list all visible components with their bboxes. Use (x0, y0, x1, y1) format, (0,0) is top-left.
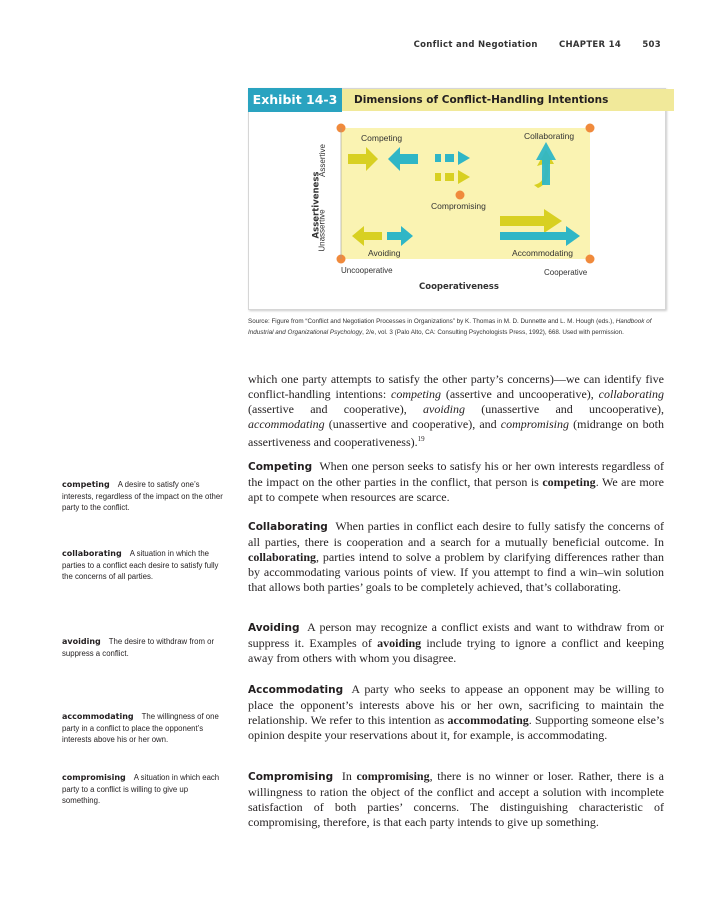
corner-dot-collaborating (586, 124, 595, 133)
center-dot-compromising (456, 191, 465, 200)
accommodating-yellow-arrow (500, 209, 562, 233)
label-collaborating: Collaborating (524, 131, 575, 141)
section-avoiding: Avoiding A person may recognize a conflict exists and want to withdraw from or suppress it. Examples of avoiding include trying to ignore a conflict and keeping away from others with whom you disagree. (248, 620, 664, 665)
heading-avoiding: Avoiding (248, 622, 300, 634)
margin-def-compromising: compromising A situation in which each party to a conflict is willing to give up something. (62, 773, 220, 805)
avoiding-yellow-arrow (352, 226, 382, 246)
header-page-number: 503 (642, 40, 661, 50)
header-chapter: CHAPTER 14 (558, 40, 622, 50)
heading-accommodating: Accommodating (248, 684, 344, 696)
label-compromising: Compromising (431, 201, 486, 211)
corner-dot-accommodating (586, 255, 595, 264)
exhibit-title: Dimensions of Conflict-Handling Intentions (342, 89, 674, 111)
margin-def-competing: competing A desire to satisfy one’s interests, regardless of the impact on the other party to the conflict. (62, 480, 223, 512)
heading-collaborating: Collaborating (248, 521, 328, 533)
heading-compromising: Compromising (248, 771, 334, 783)
y-axis-bottom-label: Unassertive (317, 208, 327, 252)
section-accommodating: Accommodating A party who seeks to appease an opponent may be willing to place the opponent’s interests above his or her own, sacrificing to maintain the relationship. We refer to this intention as accommodating. Supporting someone else’s opinion despite your reservations about it, for example, is accommodating. (248, 682, 664, 742)
running-header (396, 40, 661, 50)
margin-def-avoiding: avoiding The desire to withdraw from or suppress a conflict. (62, 637, 215, 658)
source-prefix: Source: Figure from “Conflict and Negotiation Processes in Organizations” by K. Thomas in M. D. Dunnette and L. M. Hough (eds.), (248, 318, 614, 325)
x-axis-right-label: Cooperative (544, 268, 588, 277)
intro-paragraph: which one party attempts to satisfy the other party’s concerns)—we can identify five conflict-handling intentions: competing (assertive and uncooperative), collaborating (assertive and cooperative), avoiding (unassertive and uncooperative), accommodating (unassertive and cooperative), and compromising (midrange on both assertiveness and cooperativeness).$^{19}$ (248, 372, 664, 449)
header-section: Conflict and Negotiation (413, 40, 538, 50)
margin-def-collaborating: collaborating A situation in which the parties to a conflict each desire to satisfy fully the concerns of all parties. (62, 549, 219, 581)
accommodating-teal-arrow (500, 226, 580, 246)
source-book-title: Handbook of Industrial and Organizational Psychology (248, 318, 652, 336)
section-competing: Competing When one person seeks to satisfy his or her own interests regardless of the impact on the other parties in the conflict, that person is competing. We are more apt to compete when resources are scarce. (248, 459, 664, 504)
margin-def-accommodating: accommodating The willingness of one party in a conflict to place the opponent’s interests above his or her own. (62, 712, 219, 744)
competing-teal-arrow (388, 147, 418, 171)
avoiding-teal-arrow (387, 226, 413, 246)
y-axis-title: Assertiveness (311, 171, 321, 239)
x-axis-left-label: Uncooperative (341, 266, 393, 275)
section-collaborating: Collaborating When parties in conflict each desire to fully satisfy the concerns of all parties, there is cooperation and a search for a mutually beneficial outcome. In collaborating, parties intend to solve a problem by clarifying differences rather than by accommodating various points of view. If you attempt to find a win–win solution that allows both parties’ goals to be completely achieved, that’s collaborating. (248, 519, 664, 594)
x-axis-title: Cooperativeness (419, 282, 499, 292)
label-accommodating: Accommodating (512, 248, 573, 258)
heading-competing: Competing (248, 461, 313, 473)
label-competing: Competing (361, 133, 403, 143)
y-axis-top-label: Assertive (317, 143, 327, 177)
exhibit-label: Exhibit 14-3 (248, 88, 342, 112)
compromising-arrows (435, 151, 470, 184)
exhibit-source-note (248, 317, 666, 338)
section-compromising: Compromising In compromising, there is no winner or loser. Rather, there is a willingness to ration the object of the conflict and accept a solution with incomplete satisfaction of both parties’ concerns. The distinguishing characteristic of compromising, therefore, is that each party intends to give up something. (248, 769, 664, 829)
label-avoiding: Avoiding (368, 248, 401, 258)
source-rest: , 2/e, vol. 3 (Palo Alto, CA: Consulting Psychologists Press, 1992), 668. Used with permission. (362, 328, 624, 336)
footnote-ref: 19 (417, 435, 425, 443)
